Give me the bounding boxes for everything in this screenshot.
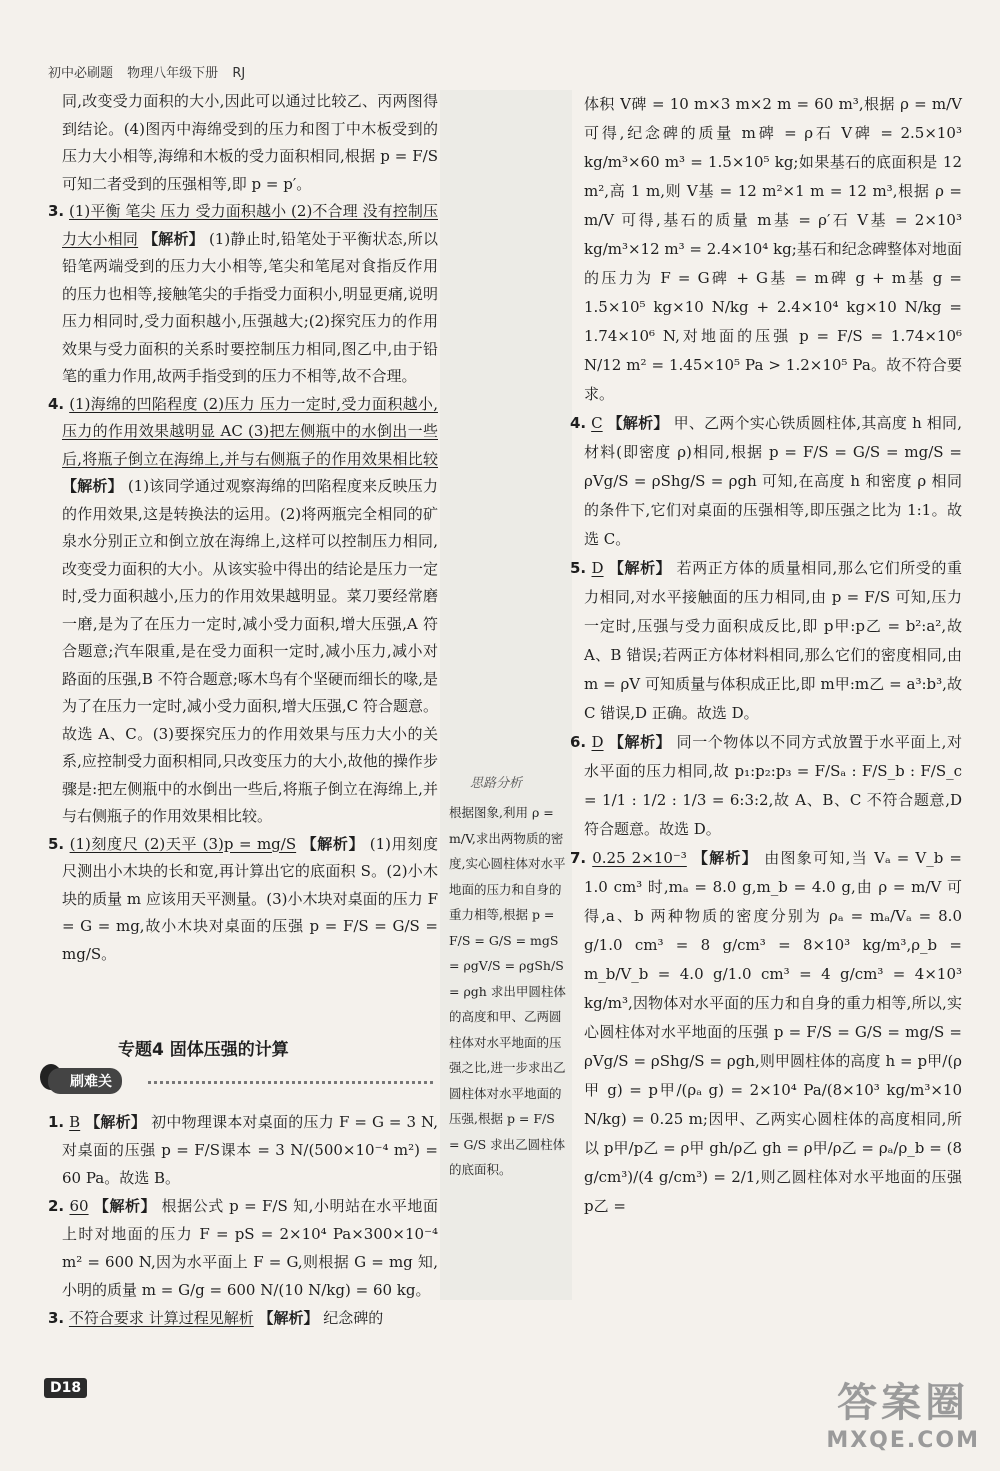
question-r6: [570, 728, 962, 844]
question-number: 5.: [48, 834, 65, 853]
analysis-text: 纪念碑的: [323, 1309, 384, 1327]
analysis-text: 若两正方体的质量相同,那么它们所受的重力相同,对水平接触面的压力相同,由 p = F/S 可知,压力一定时,压强与受力面积成反比,即 p甲:p乙 = b²:a²,故 A、B 错误;若两正方体材料相同,那么它们的密度相同,由 m = ρV 可知质量与体积成正比,即 m甲:m乙 = a³:b³,故 C 错误,D 正确。故选 D。: [584, 559, 962, 722]
edition-label: RJ: [232, 66, 246, 81]
question-4: [48, 391, 438, 831]
watermark-title: 答案圈: [837, 1380, 970, 1426]
site-watermark: [826, 1371, 980, 1453]
analysis-text: 根据公式 p = F/S 知,小明站在水平地面上时对地面的压力 F = pS = 2×10⁴ Pa×300×10⁻⁴ m² = 600 N,因为水平面上 F = G,则根据 G = mg 知,小明的质量 m = G/g = 600 N/(10 N/kg) = 60 kg。: [62, 1197, 438, 1299]
analysis-text: (1)该同学通过观察海绵的凹陷程度来反映压力的作用效果,这是转换法的运用。(2)将两瓶完全相同的矿泉水分别正立和倒立放在海绵上,这样可以控制压力相同,改变受力面积的大小。从该实验中得出的结论是压力一定时,受力面积越小,压力的作用效果越明显。菜刀要经常磨一磨,是为了在压力一定时,减小受力面积,增大压强,A 符合题意;汽车限重,是在受力面积一定时,减小压力,减小对路面的压强,B 不符合题意;啄木鸟有个坚硬而细长的喙,是为了在压力一定时,减小受力面积,增大压强,C 符合题意。故选 A、C。(3)要探究压力的作用效果与压力大小的关系,应控制受力面积相同,只改变压力的大小,故他的操作步骤是:把左侧瓶中的水倒出一些后,将瓶子倒立在海绵上,并与右侧瓶子的作用效果相比较。: [62, 477, 438, 825]
question-number: 4.: [570, 414, 587, 432]
level-badge: 刷难关: [48, 1068, 122, 1094]
section-question-1: [48, 1108, 438, 1192]
answer-text: 60: [69, 1197, 89, 1215]
continued-paragraph: 体积 V碑 = 10 m×3 m×2 m = 60 m³,根据 ρ = m/V 可得,纪念碑的质量 m碑 = ρ石 V碑 = 2.5×10³ kg/m³×60 m³ = 1.5×10⁵ kg;如果基石的底面积是 12 m²,高 1 m,则 V基 = 12 m²×1 m = 12 m³,根据 ρ = m/V 可得,基石的质量 m基 = ρ′石 V基 = 2×10³ kg/m³×12 m³ = 2.4×10⁴ kg;基石和纪念碑整体对地面的压力为 F = G碑 + G基 = m碑 g + m基 g = 1.5×10⁵ kg×10 N/kg + 2.4×10⁴ kg×10 N/kg = 1.74×10⁶ N,对地面的压强 p = F/S = 1.74×10⁶ N/12 m² = 1.45×10⁵ Pa > 1.2×10⁵ Pa。故不符合要求。: [584, 95, 962, 403]
analysis-tag: 【解析】: [608, 559, 672, 577]
question-number: 4.: [48, 394, 65, 413]
section-title: 专题4 固体压强的计算: [118, 1040, 289, 1060]
question-r4: [570, 409, 962, 554]
analysis-text: 同一个物体以不同方式放置于水平面上,对水平面的压力相同,故 p₁:p₂:p₃ = F/Sₐ : F/S_b : F/S_c = 1/1 : 1/2 : 1/3 = 6:3:2,故 A、B、C 不符合题意,D 符合题意。故选 D。: [584, 733, 962, 838]
analysis-tag: 【解析】: [258, 1309, 319, 1327]
question-3: [48, 198, 438, 391]
intro-paragraph: 同,改变受力面积的大小,因此可以通过比较乙、丙两图得到结论。(4)图丙中海绵受到的压力和图丁中木板受到的压力大小相等,海绵和木板的受力面积相同,根据 p = F/S 可知二者受到的压强相等,即 p = p′。: [62, 92, 438, 193]
answer-text: D: [591, 733, 604, 751]
analysis-text: 初中物理课本对桌面的压力 F = G = 3 N,对桌面的压强 p = F/S课本 = 3 N/(500×10⁻⁴ m²) = 60 Pa。故选 B。: [62, 1113, 438, 1187]
analysis-tag: 【解析】: [93, 1197, 157, 1215]
page-number: D18: [44, 1378, 87, 1398]
question-number: 3.: [48, 202, 65, 220]
analysis-tag: 【解析】: [608, 733, 672, 751]
question-r5: [570, 554, 962, 728]
section-question-2: [48, 1192, 438, 1304]
question-r7: [570, 844, 963, 1221]
analysis-tag: 【解析】: [85, 1113, 147, 1131]
answer-text: (1)刻度尺 (2)天平 (3)p = mg/S: [69, 834, 297, 853]
left-column: [48, 88, 438, 968]
question-number: 7.: [570, 849, 587, 867]
analysis-text: 由图象可知,当 Vₐ = V_b = 1.0 cm³ 时,mₐ = 8.0 g,m_b = 4.0 g,由 ρ = m/V 可得,a、b 两种物质的密度分别为 ρₐ = mₐ/Vₐ = 8.0 g/1.0 cm³ = 8 g/cm³ = 8×10³ kg/m³,ρ_b = m_b/V_b = 4.0 g/1.0 cm³ = 4 g/cm³ = 4×10³ kg/m³,因物体对水平面的压力和自身的重力相等,所以,实心圆柱体对水平地面的压强 p = F/S = G/S = mg/S = ρVg/S = ρShg/S = ρgh,则甲圆柱体的高度 h = p甲/(ρ甲 g) = p甲/(ρₐ g) = 2×10⁴ Pa/(8×10³ kg/m³×10 N/kg) = 0.25 m;因甲、乙两实心圆柱体的高度相同,所以 p甲/p乙 = ρ甲 gh/ρ乙 gh = ρ甲/ρ乙 = ρₐ/ρ_b = (8 g/cm³)/(4 g/cm³) = 2/1,则乙圆柱体对水平地面的压强 p乙 =: [584, 849, 963, 1215]
analysis-text: (1)静止时,铅笔处于平衡状态,所以铅笔两端受到的压力大小相等,笔尖和笔尾对食指反作用的压力也相等,接触笔尖的手指受力面积小,明显更痛,说明压力相同时,受力面积越小,压强越大;(2)探究压力的作用效果与受力面积的关系时要控制压力相同,图乙中,由于铅笔的重力作用,故两手指受到的压力不相等,故不合理。: [62, 229, 438, 385]
analysis-tag: 【解析】: [143, 229, 204, 248]
left-column-lower: [48, 1108, 438, 1332]
answer-text: D: [591, 559, 604, 577]
analysis-tag: 【解析】: [301, 834, 365, 853]
right-column: [570, 90, 963, 1221]
analysis-tag: 【解析】: [607, 414, 669, 432]
dotted-divider: [148, 1081, 433, 1084]
side-note-title: 思路分析: [470, 776, 523, 791]
side-note: 根据图象,利用 ρ = m/V,求出两物质的密度,实心圆柱体对水平地面的压力和自身的重力相等,根据 p = F/S = G/S = mgS = ρgV/S = ρgSh/S = ρgh 求出甲圆柱体的高度和甲、乙两圆柱体对水平地面的压强之比,进一步求出乙圆柱体对水平地面的压强,根据 p = F/S = G/S 求出乙圆柱体的底面积。: [449, 805, 566, 1177]
analysis-text: 甲、乙两个实心铁质圆柱体,其高度 h 相同,材料(即密度 ρ)相同,根据 p = F/S = G/S = mg/S = ρVg/S = ρShg/S = ρgh 可知,在高度 h 和密度 ρ 相同的条件下,它们对桌面的压强相等,即压强之比为 1:1。故选 C。: [584, 414, 962, 548]
answer-text: 不符合要求 计算过程见解析: [68, 1309, 254, 1327]
subject-name: 物理八年级下册: [127, 66, 219, 81]
answer-text: (1)海绵的凹陷程度 (2)压力 压力一定时,受力面积越小,压力的作用效果越明显 AC (3)把左侧瓶中的水倒出一些后,将瓶子倒立在海绵上,并与右侧瓶子的作用效果相比较: [62, 394, 438, 468]
question-number: 5.: [570, 559, 587, 577]
page-header: [48, 62, 245, 81]
question-number: 2.: [48, 1197, 65, 1215]
question-number: 3.: [48, 1309, 65, 1327]
analysis-tag: 【解析】: [692, 849, 759, 867]
answer-text: B: [69, 1113, 81, 1131]
watermark-url: MXQE.COM: [826, 1428, 980, 1453]
section-question-3: [48, 1304, 438, 1332]
question-number: 6.: [570, 733, 587, 751]
answer-text: (1)平衡 笔尖 压力 受力面积越小 (2)不合理 没有控制压力大小相同: [62, 202, 438, 248]
question-number: 1.: [48, 1113, 65, 1131]
question-5: [48, 831, 438, 969]
answer-text: 0.25 2×10⁻³: [592, 849, 687, 867]
analysis-tag: 【解析】: [62, 477, 123, 495]
series-name: 初中必刷题: [48, 66, 114, 81]
answer-text: C: [591, 414, 603, 432]
analysis-text: (1)用刻度尺测出小木块的长和宽,再计算出它的底面积 S。(2)小木块的质量 m 应该用天平测量。(3)小木块对桌面的压力 F = G = mg,故小木块对桌面的压强 p = F/S = G/S = mg/S。: [62, 834, 438, 963]
